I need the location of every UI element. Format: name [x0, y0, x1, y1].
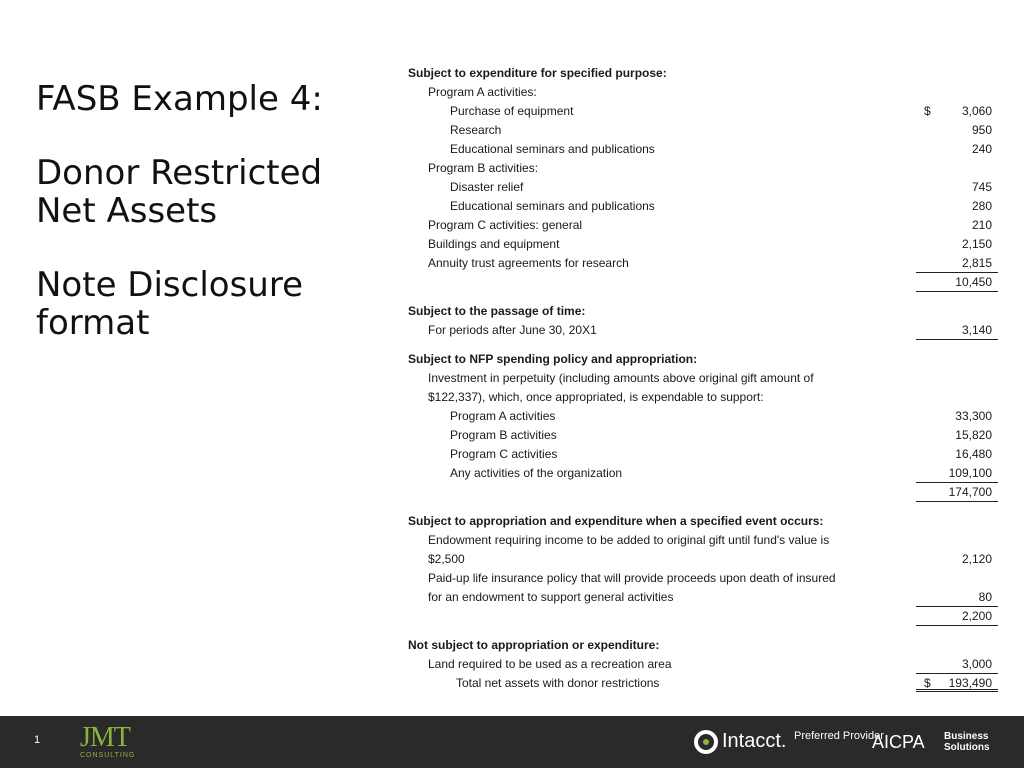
- table-row: Program B activities 15,820: [450, 428, 992, 442]
- table-row: Program A activities:: [428, 85, 537, 99]
- intacct-logo-icon: [694, 730, 718, 754]
- page-number: 1: [34, 734, 41, 746]
- preferred-provider-label: Preferred Provider: [794, 730, 884, 742]
- table-row: $122,337), which, once appropriated, is expendable to support:: [428, 390, 764, 404]
- table-row: Paid-up life insurance policy that will provide proceeds upon death of insured: [428, 571, 836, 585]
- table-row: Buildings and equipment 2,150: [428, 237, 992, 251]
- table-row: Educational seminars and publications 240: [450, 142, 992, 156]
- title-line: FASB Example 4:: [36, 79, 323, 119]
- note-disclosure-table: [408, 64, 1000, 693]
- aicpa-logo: AICPA: [872, 732, 925, 752]
- table-row: Educational seminars and publications 280: [450, 199, 992, 213]
- section-header: Subject to the passage of time:: [408, 304, 586, 318]
- table-row: Purchase of equipment $ 3,060: [408, 102, 1000, 121]
- table-row: Program C activities 16,480: [450, 447, 992, 461]
- table-row: Program A activities 33,300: [450, 409, 992, 423]
- title-line: Note Disclosure: [36, 265, 303, 305]
- table-row: Program B activities:: [428, 161, 539, 175]
- subtotal-row: 2,200: [408, 607, 1000, 626]
- slide-title: [36, 80, 366, 342]
- currency-symbol: $: [924, 676, 931, 690]
- table-row: For periods after June 30, 20X1 3,140: [408, 321, 1000, 340]
- section-header: Subject to expenditure for specified purpose:: [408, 66, 667, 80]
- section-header: Subject to NFP spending policy and appropriation:: [408, 352, 698, 366]
- intacct-logo-text: Intacct.: [722, 730, 787, 752]
- table-row: Program C activities: general 210: [428, 218, 992, 232]
- table-row: Any activities of the organization 109,100: [408, 464, 1000, 483]
- title-line: format: [36, 303, 150, 343]
- jmt-logo: JMT: [80, 722, 130, 753]
- footer-bar: [0, 716, 1024, 768]
- section-header: Not subject to appropriation or expenditure:: [408, 638, 660, 652]
- currency-symbol: $: [924, 104, 931, 118]
- section-header: Subject to appropriation and expenditure when a specified event occurs:: [408, 514, 824, 528]
- table-row: Annuity trust agreements for research 2,815: [408, 254, 1000, 273]
- table-row: Endowment requiring income to be added to original gift until fund's value is: [428, 533, 830, 547]
- jmt-logo-subtitle: CONSULTING: [80, 752, 136, 759]
- subtotal-row: 174,700: [408, 483, 1000, 502]
- total-row: Total net assets with donor restrictions $ 193,490: [408, 674, 1000, 693]
- table-row: Disaster relief 745: [450, 180, 992, 194]
- title-line: Net Assets: [36, 191, 218, 231]
- table-row: Research 950: [450, 123, 992, 137]
- title-line: Donor Restricted: [36, 153, 323, 193]
- table-row: Land required to be used as a recreation area 3,000: [408, 655, 1000, 674]
- business-solutions-label: Business Solutions: [944, 731, 990, 753]
- subtotal-row: 10,450: [408, 273, 1000, 292]
- table-row: Investment in perpetuity (including amounts above original gift amount of: [428, 371, 814, 385]
- table-row: $2,500 2,120: [428, 552, 992, 566]
- table-row: for an endowment to support general activities 80: [408, 588, 1000, 607]
